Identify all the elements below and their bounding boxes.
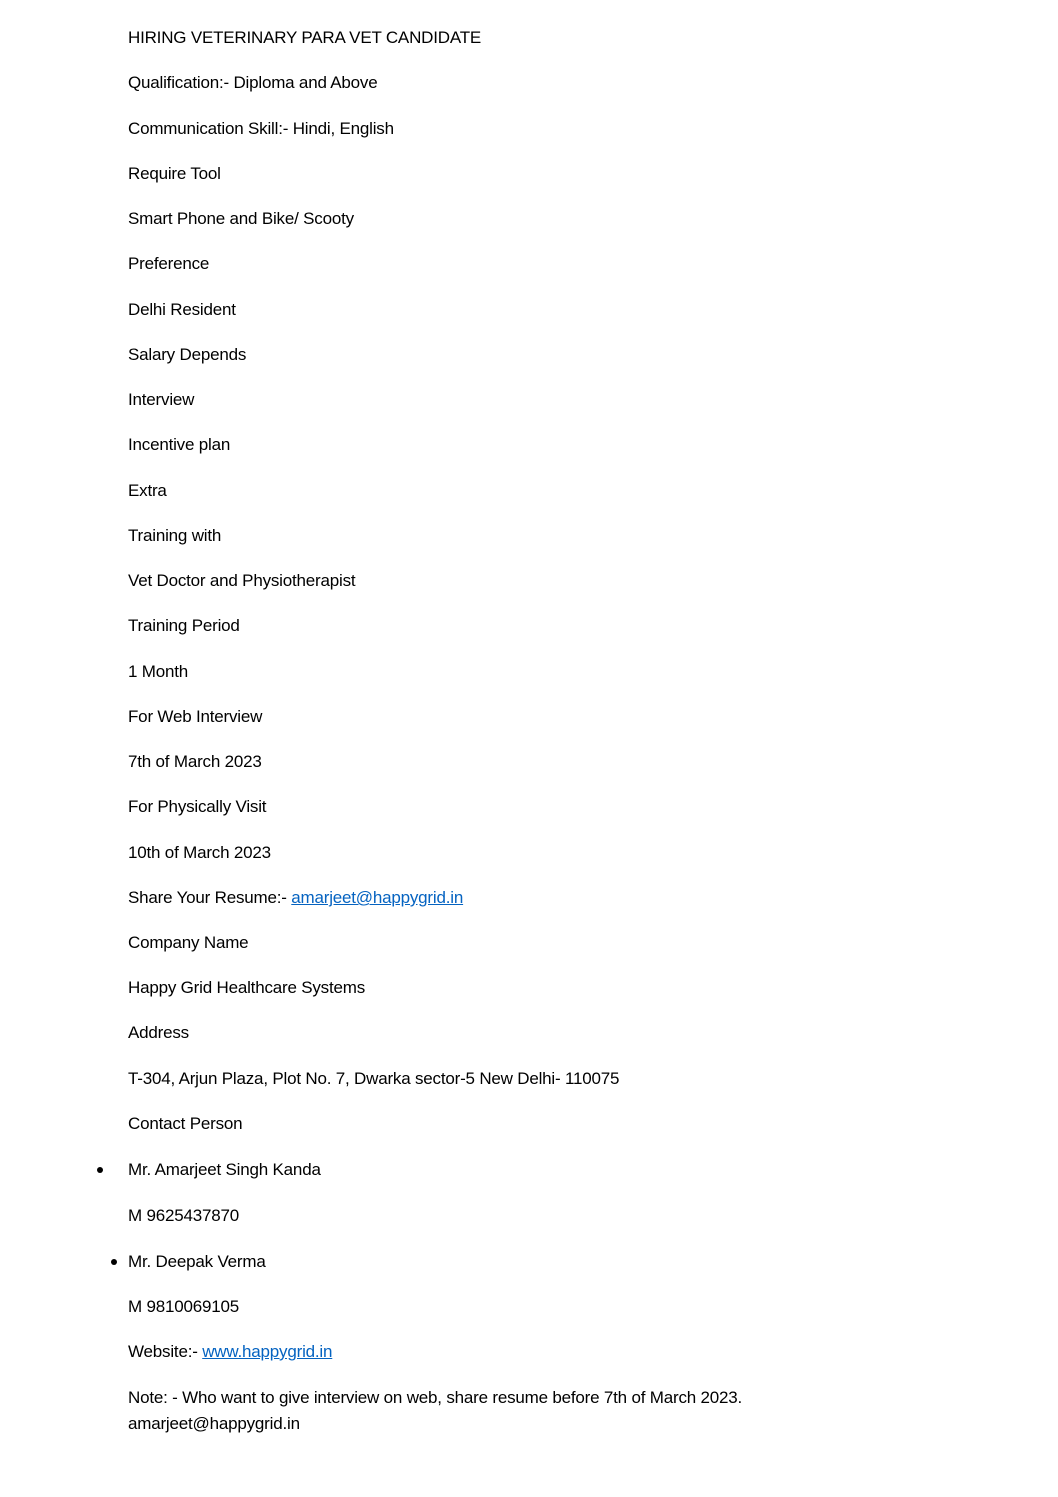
resume-line xyxy=(128,888,463,908)
salary-heading: Salary Depends xyxy=(128,345,247,364)
company-heading: Company Name xyxy=(128,933,249,952)
contact-phone-1: M 9625437870 xyxy=(128,1206,240,1225)
physical-visit-heading: For Physically Visit xyxy=(128,797,267,816)
communication-line: Communication Skill:- Hindi, English xyxy=(128,119,394,138)
incentive-heading: Incentive plan xyxy=(128,435,231,454)
web-interview-heading: For Web Interview xyxy=(128,707,263,726)
resume-label: Share Your Resume:- xyxy=(128,888,292,907)
training-period-heading: Training Period xyxy=(128,616,240,635)
training-value: Vet Doctor and Physiotherapist xyxy=(128,571,356,590)
note-line-1: Note: - Who want to give interview on web, share resume before 7th of March 2023. xyxy=(128,1388,743,1407)
contact-heading: Contact Person xyxy=(128,1114,243,1133)
qualification-line: Qualification:- Diploma and Above xyxy=(128,73,378,92)
require-tool-heading: Require Tool xyxy=(128,164,221,183)
training-period-value: 1 Month xyxy=(128,662,189,681)
website-link[interactable]: www.happygrid.in xyxy=(202,1342,333,1361)
web-interview-date: 7th of March 2023 xyxy=(128,752,262,771)
training-heading: Training with xyxy=(128,526,222,545)
bullet-icon xyxy=(111,1259,117,1265)
address-value: T-304, Arjun Plaza, Plot No. 7, Dwarka sector-5 New Delhi- 110075 xyxy=(128,1069,620,1088)
preference-value: Delhi Resident xyxy=(128,300,236,319)
bullet-icon xyxy=(97,1167,103,1173)
contact-phone-2: M 9810069105 xyxy=(128,1297,240,1316)
salary-value: Interview xyxy=(128,390,195,409)
website-line xyxy=(128,1342,332,1362)
contact-name-1: Mr. Amarjeet Singh Kanda xyxy=(128,1160,321,1179)
require-tool-value: Smart Phone and Bike/ Scooty xyxy=(128,209,354,228)
company-value: Happy Grid Healthcare Systems xyxy=(128,978,366,997)
incentive-value: Extra xyxy=(128,481,167,500)
note-line-2: amarjeet@happygrid.in xyxy=(128,1414,300,1433)
resume-email-link[interactable]: amarjeet@happygrid.in xyxy=(291,888,464,907)
job-title: HIRING VETERINARY PARA VET CANDIDATE xyxy=(128,28,482,47)
address-heading: Address xyxy=(128,1023,189,1042)
preference-heading: Preference xyxy=(128,254,210,273)
website-label: Website:- xyxy=(128,1342,203,1361)
contact-name-2: Mr. Deepak Verma xyxy=(128,1252,266,1271)
physical-visit-date: 10th of March 2023 xyxy=(128,843,271,862)
